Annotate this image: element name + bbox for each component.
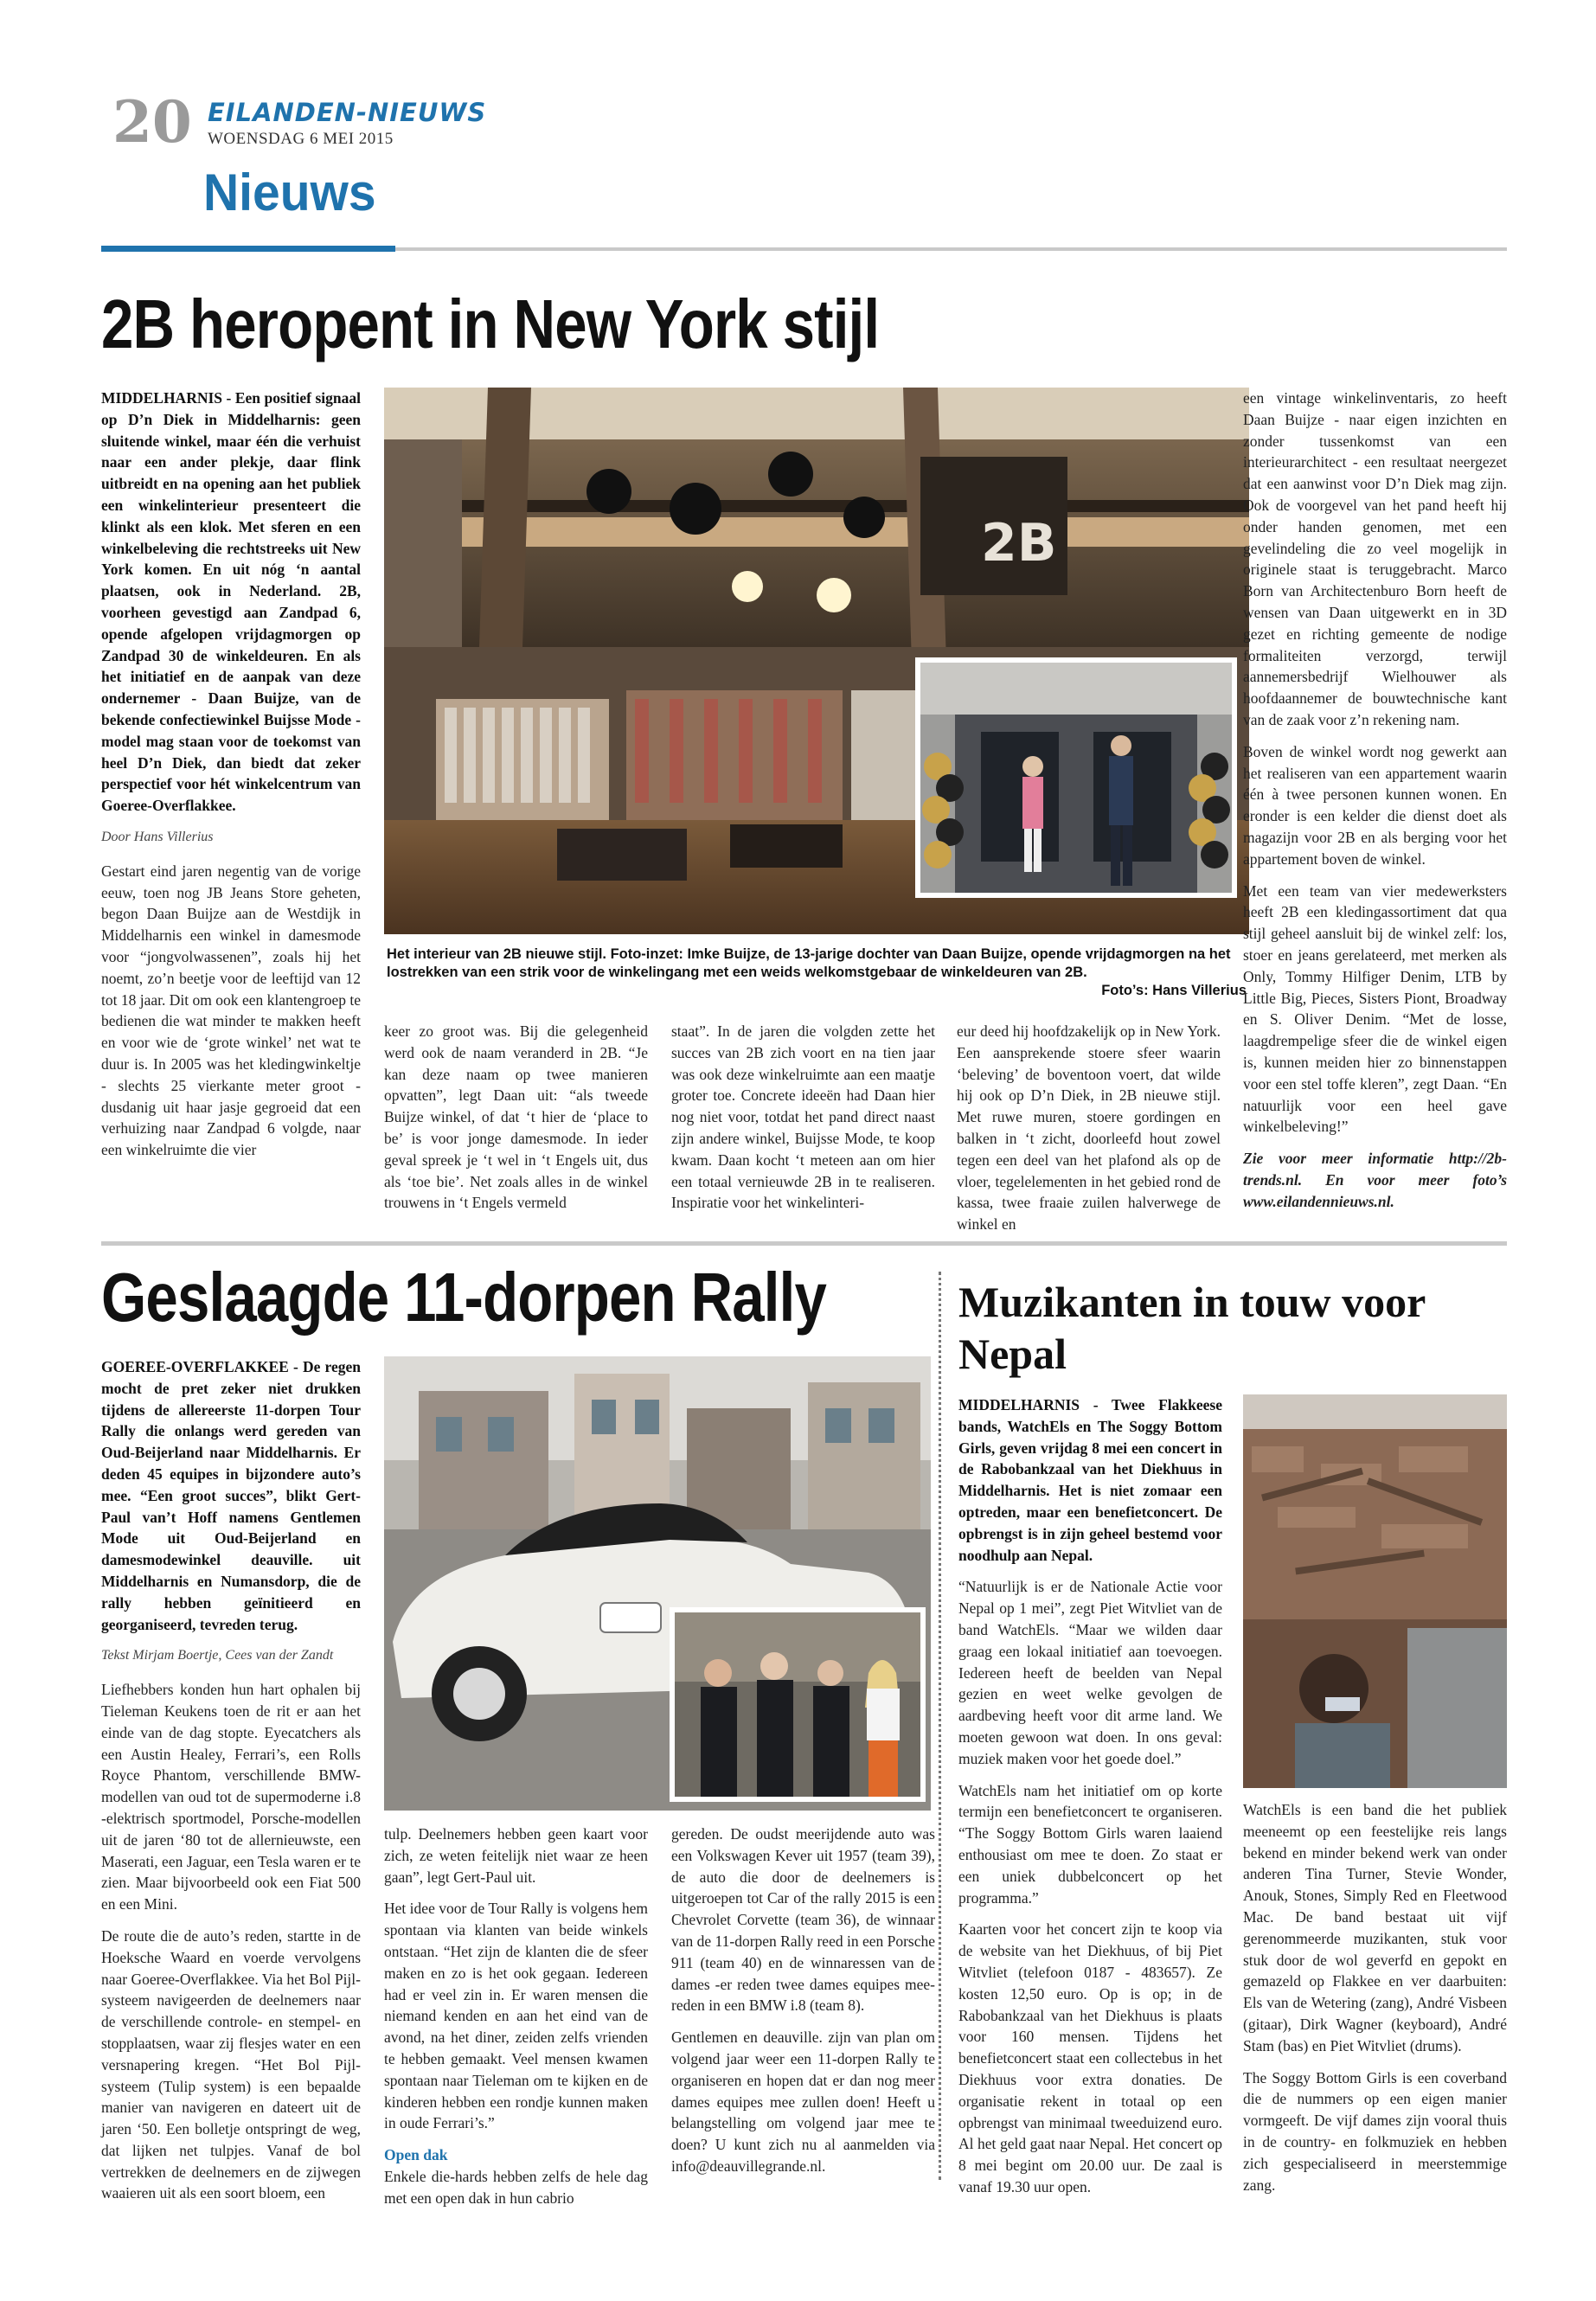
- article2-body: Liefhebbers konden hun hart ophalen bij Tieleman Keukens toen de rit er aan het einde van de dag stopte. Eyecatchers als een Austin Healey, Ferrari’s, een Rolls Royce Phantom, verschillende BMW-modellen van oud tot de supermoderne i.8 -elektrisch sportmodel, Porsche-modellen uit de jaren ‘80 tot de allernieuwste, een Maserati, een Jaguar, een Tesla waren er te zien. Maar bijvoorbeeld ook een Fiat 500 en een Mini.: [101, 1681, 361, 1913]
- article2-byline: Tekst Mirjam Boertje, Cees van der Zandt: [101, 1648, 334, 1663]
- article1-body: Gestart eind jaren negentig van de vorige eeuw, toen nog JB Jeans Store geheten, begon Daan Buijze aan de Westdijk in Middelharnis een winkel in damesmode voor “jongvolwassenen”, zoals hij het noemt, zo’n beetje voor de leeftijd van 12 tot 18 jaar. Dit om ook een klantengroep te bedienen die wat minder te makken heeft en voor wie de ‘grote winkel’ net wat te duur is. In 2005 was het kledingwinkeltje - slechts 25 vierkante meter groot - dusdanig uit haar jasje gegroeid dat een verhuizing naar Zandpad 6 volgde, naar een winkelruimte die vier: [101, 862, 361, 1159]
- masthead-logo: EILANDEN-NIEUWS: [208, 98, 487, 127]
- article1-photo-credit: Foto’s: Hans Villerius: [1101, 983, 1247, 998]
- article2-subhead: Open dak: [384, 2146, 448, 2164]
- article2-column-1: [101, 1356, 361, 2214]
- article1-more-info: Zie voor meer informatie http://2b-trends.nl. En voor meer foto’s www.eilandennieuws.nl.: [1243, 1150, 1507, 1210]
- store-interior-photo: [384, 388, 1249, 934]
- section-rule-accent: [101, 246, 395, 252]
- article-divider: [101, 1241, 1507, 1246]
- article2-headline: Geslaagde 11-dorpen Rally: [101, 1259, 827, 1336]
- article2-body: Gentlemen en deauville. zijn van plan om volgend jaar weer een 11-dorpen Rally te organiseren en hopen dat er dan nog meer dames equipes mee zullen doen! Heeft u belangstelling om volgend jaar mee te doen? U kunt zich nu al aanmelden via info@deauvillegrande.nl.: [671, 2029, 935, 2175]
- article3-body: WatchEls is een band die het publiek meeneemt op een feestelijke reis langs bekend en minder bekend werk van onder anderen Tina Turner, Stevie Wonder, Anouk, Stones, Simply Red en Fleetwood Mac. De band bestaat uit vijf gerenommeerde muzikanten, stuk voor stuk door de wol geverfd en gepokt en gemazeld op Flakkee en ver daarbuiten: Els van de Wetering (zang), André Visbeen (gitaar), Dirk Wagner (keyboard), André Stam (bas) en Piet Witvliet (drums).: [1243, 1801, 1507, 2054]
- article3-body: The Soggy Bottom Girls is een coverband die de nummers op een eigen manier vormgeeft. De vijf dames zijn vooral thuis in de country- en folkmuziek en hebben zich gespecialiseerd in meerstemmige zang.: [1243, 2068, 1507, 2194]
- article1-body: Met een team van vier medewerksters heeft 2B een kledingassortiment dat qua stijl geheel aansluit bij de winkel zelf: los, stoer en jeans gerelateerd, met merken als Only, Tommy Hilfiger Denim, LTB by Little Big, Pieces, Sisters Piont, Broadway en S. Oliver Denim. “Met de losse, laagdrempelige sfeer die de winkel eigen is, kunnen meiden hier zo binnenstappen voor een stel toffe kleren”, zegt Daan. “En natuurlijk voor een heel gave winkelbeleving!”: [1243, 881, 1507, 1136]
- article2-column-2: [384, 1823, 648, 2220]
- article1-body: keer zo groot was. Bij die gelegenheid werd ook de naam veranderd in 2B. “Je kan deze naam op twee manieren opvatten”, legt Daan uit: “als tweede Buijze winkel, of dat ‘t hier de ‘place to be’ is voor jonge damesmode. In ieder geval spreek je ‘t wel in ‘t Engels uit, dus als ‘toe bie’. Net zoals alles in de winkel trouwens in ‘t Engels vermeld: [384, 1022, 648, 1212]
- article1-lead: MIDDELHARNIS - Een positief signaal op D’n Diek in Middelharnis: geen sluitende winkel, maar één die verhuist naar een ander plekje, daar flink uitbreidt en na opening aan het publiek een winkelinterieur presenteert die klinkt als een klok. Met sferen en een winkelbeleving die rechtstreeks uit New York komen. En uit nóg ‘n aantal plaatsen, ook in Nederland. 2B, voorheen gevestigd aan Zandpad 6, opende afgelopen vrijdagmorgen op Zandpad 30 de winkeldeuren. En als het initiatief en de aanpak van deze ondernemer - Daan Buijze, van de bekende confectiewinkel Buijsse Mode - model mag staan voor de toekomst van heel D’n Diek, dan biedt dat zeker perspectief voor hét winkelcentrum van Goeree-Overflakkee.: [101, 389, 361, 815]
- column-divider: [939, 1272, 941, 2180]
- article1-column-4: [957, 1021, 1221, 1246]
- article1-body: eur deed hij hoofdzakelijk op in New York. Een aansprekende stoere sfeer waarin ‘beleving’ de boventoon voert, dat wilde hij ook op D’n Diek, in 2B nieuwe stijl. Met ruwe muren, stoere gordingen en balken in ‘t zicht, doorleefd hout zowel tegen een deel van het plafond als op de vloer, tegelelementen in het gebied rond de kassa, twee fraaie zuilen halverwege de winkel en: [957, 1022, 1221, 1234]
- article1-headline: 2B heropent in New York stijl: [101, 285, 880, 362]
- nepal-earthquake-photo: [1243, 1394, 1507, 1788]
- article1-column-3: [671, 1021, 935, 1224]
- article2-body: Het idee voor de Tour Rally is volgens hem spontaan via klanten van beide winkels ontstaan. “Het zijn de klanten die de sfeer maken en zo is het ook gegaan. Iedereen had er veel zin in. Er waren mensen die niemand kenden en aan het eind van de avond, na het diner, zeiden zelfs vrienden te hebben gemaakt. Veel mensen kwamen spontaan naar Tieleman om te kijken en de kinderen hebben een rondje kunnen maken in oude Ferrari’s.”: [384, 1900, 648, 2132]
- article2-body: tulp. Deelnemers hebben geen kaart voor zich, ze weten feitelijk niet waar ze heen gaan”, legt Gert-Paul uit.: [384, 1825, 648, 1886]
- article2-body: gereden. De oudst meerijdende auto was een Volkswagen Kever uit 1957 (team 39), de auto die door de deelnemers is uitgeroepen tot Car of the rally 2015 is een Chevrolet Corvette (team 36), de winnaar van de 11-dorpen Rally reed in een Porsche 911 (team 40) en de winnaressen van de dames -er reden twee dames equipes mee- reden in een BMW i.8 (team 8).: [671, 1825, 936, 2015]
- article3-body: Kaarten voor het concert zijn te koop via de website van het Diekhuus, of bij Piet Witvliet (telefoon 0187 - 483657). Ze kosten 12,50 euro. Op is op; in de Rabobankzaal van het Diekhuus is plaats voor 160 mensen. Tijdens het benefietconcert staat een collectebus in het Diekhuus voor extra donaties. De organisatie rekent in totaal op een opbrengst van minimaal tweeduizend euro. Al het geld gaat naar Nepal. Het concert op 8 mei begint om 20.00 uur. De zaal is vanaf 19.30 uur open.: [958, 1920, 1222, 2195]
- page-number: 20: [112, 88, 192, 156]
- article1-body: Boven de winkel wordt nog gewerkt aan het realiseren van een appartement waarin één à twee personen kunnen wonen. En eronder is een kelder die dienst doet als magazijn voor 2B en als berging voor het appartement boven de winkel.: [1243, 742, 1507, 868]
- article2-body: Enkele die-hards hebben zelfs de hele dag met een open dak in hun cabrio: [384, 2167, 648, 2207]
- article3-body: “Natuurlijk is er de Nationale Actie voor Nepal op 1 mei”, zegt Piet Witvliet van de band WatchEls. “Maar we wilden daar graag een lokaal initiatief aan toevoegen. Iedereen heeft de beelden van Nepal gezien en weet welke gevolgen de aardbeving heeft voor dit arme land. We moeten gewoon wat doen. In ons geval: muziek maken voor het goede doel.”: [958, 1578, 1222, 1767]
- article1-column-2: [384, 1021, 648, 1224]
- article1-body: een vintage winkelinventaris, zo heeft Daan Buijze - naar eigen inzichten en zonder tussenkomst van een interieurarchitect - een resultaat neergezet dat een aanwinst voor D’n Diek mag zijn. Ook de voorgevel van het pand heeft hij onder handen genomen, met een gevelindeling die zo veel mogelijk in originele staat is teruggebracht. Marco Born van Architectenburo Born heeft de wensen van Daan uitgewerkt en in 3D gezet en richting gemeente de nodige formaliteiten verzorgd, terwijl aannemersbedrijf Wielhouwer als hoofdaannemer de bouwtechnische kant van de zaak voor z’n rekening nam.: [1243, 389, 1507, 728]
- article1-column-5: [1243, 388, 1507, 1222]
- photo-sign-2b: 2B: [981, 513, 1057, 574]
- article2-lead: GOEREE-OVERFLAKKEE - De regen mocht de pret zeker niet drukken tijdens de allereerste 11-dorpen Tour Rally die onlangs werd gereden van Oud-Beijerland naar Middelharnis. Er deden 45 equipes in bijzondere auto’s mee. “Een groot succes”, blikt Gert-Paul van’t Hoff namens Gentlemen Mode uit Oud-Beijerland en damesmodewinkel deauville. uit Middelharnis en Numansdorp, die de rally hebben geïnitieerd en georganiseerd, tevreden terug.: [101, 1358, 361, 1633]
- article3-column-1: [958, 1394, 1222, 2208]
- article3-lead: MIDDELHARNIS - Twee Flakkeese bands, WatchEls en The Soggy Bottom Girls, geven vrijdag 8 mei een concert in de Rabobankzaal van het Diekhuus in Middelharnis. Het is niet zomaar een optreden, maar een benefietconcert. De opbrengst is in zijn geheel bestemd voor noodhulp aan Nepal.: [958, 1396, 1222, 1564]
- section-title: Nieuws: [203, 163, 376, 221]
- issue-date: WOENSDAG 6 MEI 2015: [208, 130, 394, 148]
- rally-car-photo: [384, 1356, 931, 1811]
- article3-body: WatchEls nam het initiatief om op korte termijn een benefietconcert te organiseren. “The Soggy Bottom Girls waren laaiend enthousiast om mee te doen. Zo staat er een uniek dubbelconcert op het programma.”: [958, 1781, 1222, 1907]
- article1-byline: Door Hans Villerius: [101, 829, 214, 844]
- article2-body: De route die de auto’s reden, startte in de Hoeksche Waard en voerde vervolgens naar Goeree-Overflakkee. Via het Bol Pijl-systeem navigeerden de deelnemers naar de verschillende controle- en stempel- en stopplaatsen, waar zij flesjes water en een versnapering kregen. “Het Bol Pijl-systeem (Tulip system) is een bepaalde manier van navigeren en dateert uit de jaren ‘50. Een bolletje ontspringt de weg, dat lijken net tulpjes. Vanaf de bol vertrekken de deelnemers en de zijwegen waaieren uit als een soort bloem, een: [101, 1926, 361, 2202]
- article1-caption: Het interieur van 2B nieuwe stijl. Foto-inzet: Imke Buijze, de 13-jarige dochter van Daan Buijze, opende vrijdagmorgen na het lostrekken van een strik voor de winkelingang met een weids welkomstgebaar de winkeldeuren van 2B.: [387, 946, 1231, 980]
- opening-inset-photo: [915, 657, 1237, 898]
- section-rule: [395, 247, 1507, 251]
- rally-team-inset-photo: [670, 1607, 926, 1802]
- article3-headline: Muzikanten in touw voor Nepal: [958, 1278, 1426, 1378]
- article1-column-1: [101, 388, 361, 1171]
- article1-body: staat”. In de jaren die volgden zette het succes van 2B zich voort en na tien jaar was ook deze winkelruimte aan een maatje groter toe. Concrete ideeën had Daan hier nog niet voor, totdat het pand direct naast zijn andere winkel, Buijsse Mode, te koop kwam. Daan kocht ‘t meteen aan om hier een totaal vernieuwde 2B in te realiseren. Inspiratie voor het winkelinteri-: [671, 1022, 935, 1212]
- article3-column-2: [1243, 1799, 1507, 2206]
- article2-column-3: [671, 1823, 935, 2188]
